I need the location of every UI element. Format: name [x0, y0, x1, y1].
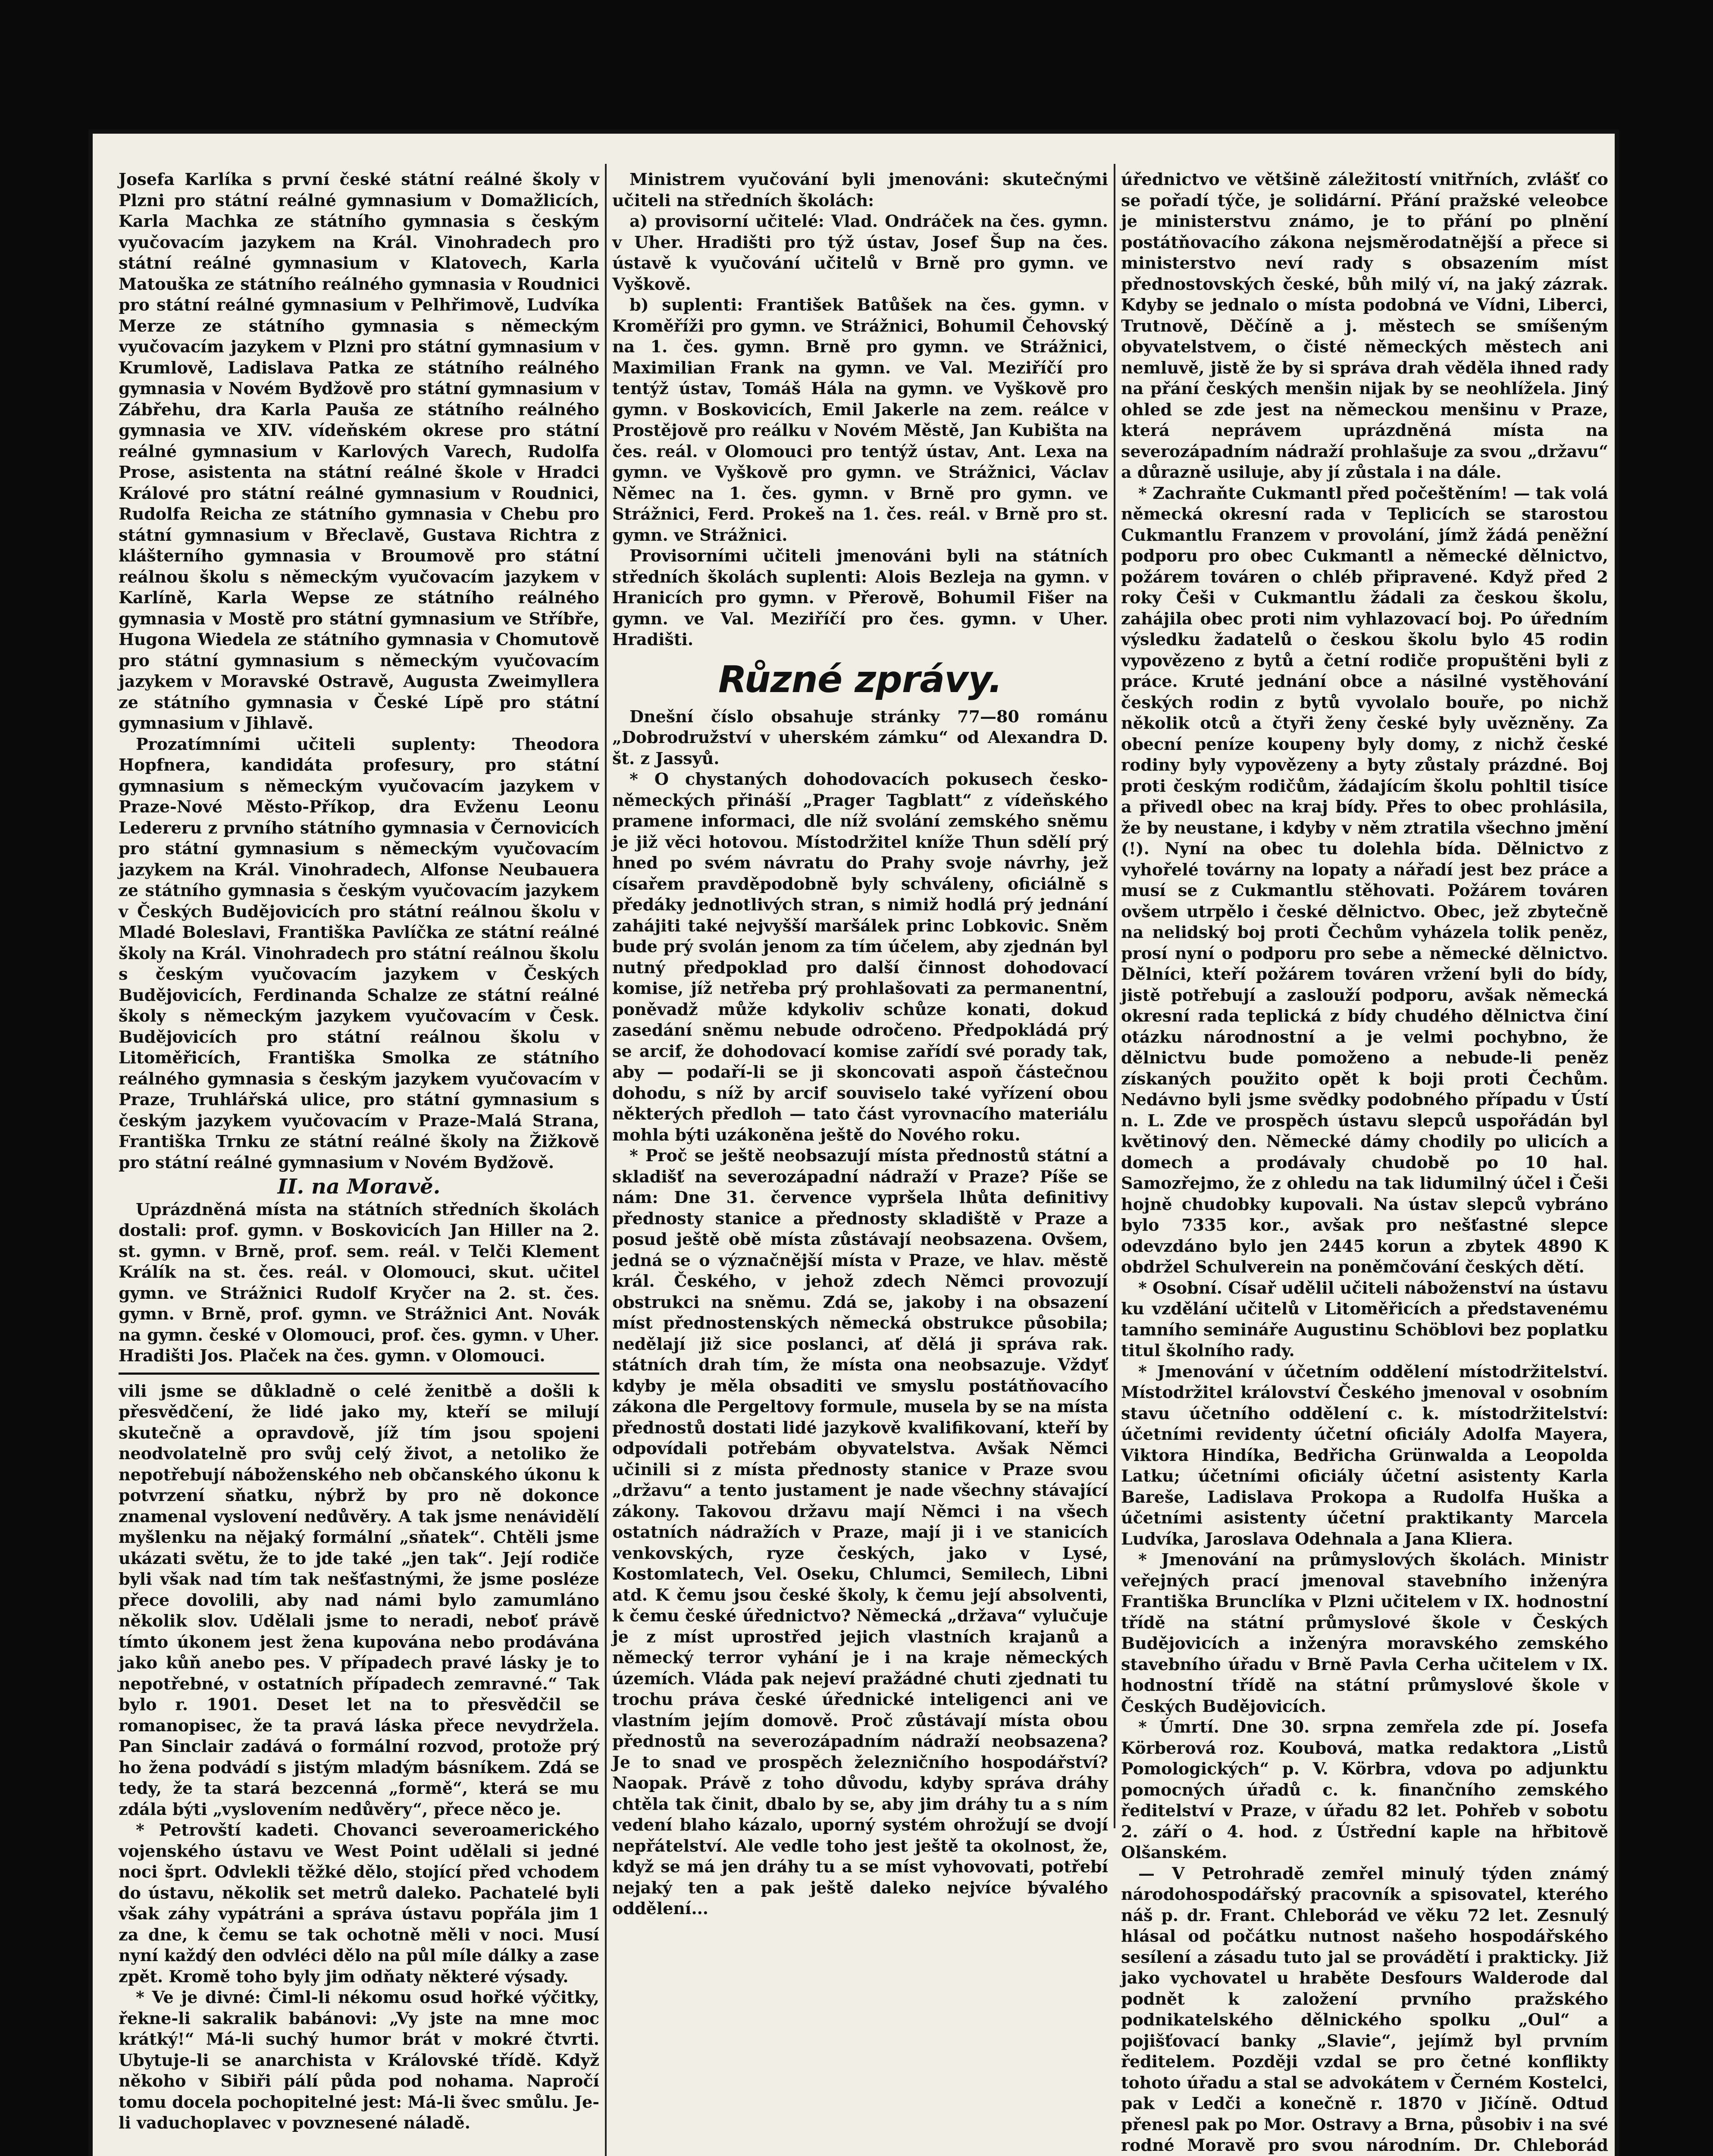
newspaper-page: [88, 129, 1619, 2156]
divider: [119, 1373, 599, 1375]
article-paragraph: * Jmenování na průmyslových školách. Ministr veřejných prací jmenoval stavebního inženýra Františka Brunclíka v Plzni učitelem v IX. hodnostní třídě na státní průmyslové škole v Českých Budějovicích a inženýra moravského zemského stavebního úřadu v Brně Pavla Cerha učitelem v IX. hodnostní třídě na státní průmyslové škole v Českých Budějovicích.: [1121, 1550, 1608, 1716]
section-heading: Různé zprávy.: [718, 658, 1002, 701]
article-paragraph: * Petrovští kadeti. Chovanci severoamerického vojenského ústavu ve West Point udělali si jedné noci šprt. Odvlekli těžké dělo, stojící před vchodem do ústavu, několik set metrů daleko. Pachatelé byli však záhy vypátráni a správa ústavu popřála jim 1 za dne, k čemu se tak ochotně měli v noci. Musí nyní každý den odvléci dělo na půl míle dálky a zase zpět. Kromě toho byly jim odňaty některé výsady.: [119, 1820, 599, 1986]
article-paragraph: vili jsme se důkladně o celé ženitbě a došli k přesvědčení, že lidé jako my, kteří se milují skutečně a opravdově, jíž tím jsou spojeni neodvolatelně pro svůj celý život, a netoliko že nepotřebují náboženského neb občanského úkonu k potvrzení sňatku, nýbrž by pro ně dokonce znamenal vyslovení nedůvěry. A tak jsme nenávidělí myšlenku na nějaký formální „sňatek“. Chtěli jsme ukázati světu, že to jde také „jen tak“. Její rodiče byli však nad tím tak nešťastnými, že jsme posléze přece dovolili, aby nad námi bylo zamumláno několik slov. Udělali jsme to neradi, neboť právě tímto úkonem jest žena kupována nebo prodávána jako kůň anebo pes. V případech pravé lásky je to nepotřebné, v ostatních případech zemravné.“ Tak bylo r. 1901. Deset let na to přesvědčil se romanopisec, že ta pravá láska přece nevydržela. Pan Sinclair zadává o formální rozvod, protože prý ho žena podvádí s jistým mladým básníkem. Zdá se tedy, že ta stará bezcenná „formě“, která se mu zdála býti „vyslovením nedůvěry“, přece něco je.: [119, 1381, 599, 1819]
article-paragraph: * Ve je divné: Čiml-li nékomu osud hořké výčitky, řekne-li sakralik babánovi: „Vy jste na mne moc krátký!“ Má-li suchý humor brát v mokré čtvrti. Ubytuje-li se anarchista v Královské třídě. Když někoho v Sibiři pálí půda pod nohama. Napročí tomu docela pochopitelné jest: Má-li švec smůlu. Je-li vaduchoplavec v povznesené náladě.: [119, 1987, 599, 2132]
column-rule: [605, 164, 607, 2156]
article-paragraph: Uprázdněná místa na státních středních školách dostali: prof. gymn. v Boskovicích Jan Hiller na 2. st. gymn. v Brně, prof. sem. reál. v Telči Klement Králík na st. čes. reál. v Olomouci, skut. učitel gymn. ve Strážnici Rudolf Kryčer na 2. st. čes. gymn. v Brně, prof. gymn. ve Strážnici Ant. Novák na gymn. české v Olomouci, prof. čes. gymn. v Uher. Hradišti Jos. Plaček na čes. gymn. v Olomouci.: [119, 1199, 599, 1365]
article-paragraph: * Osobní. Císař udělil učiteli náboženství na ústavu ku vzdělání učitelů v Litoměřicích a představenému tamního semináře Augustinu Schöblovi bez poplatku titul školního rady.: [1121, 1278, 1608, 1360]
article-paragraph: * Úmrtí. Dne 30. srpna zemřela zde pí. Josefa Körberová roz. Koubová, matka redaktora „Listů Pomologických“ p. V. Körbra, vdova po adjunktu pomocných úřadů c. k. finančního zemského ředitelství v Praze, v úřadu 82 let. Pohřeb v sobotu 2. září o 4. hod. z Ústřední kaple na hřbitově Olšanském.: [1121, 1717, 1608, 1862]
article-paragraph: — V Petrohradě zemřel minulý týden známý národohospodářský pracovník a spisovatel, kterého náš p. dr. Frant. Chleborád ve věku 72 let. Zesnulý hlásal od počátku nutnost našeho hospodářského sesílení a zásadu tuto jal se provádětí i prakticky. Již jako vychovatel u hraběte Desfours Walderode dal podnět k založení prvního pražského podnikatelského dělnického spolku „Oul“ a pojišťovací banky „Slavie“, jejímž byl prvním ředitelem. Později vzdal se pro četné konflikty tohoto úřadu a stal se advokátem v Černém Kostelci, pak v Ledči a konečně r. 1870 v Jičíně. Odtud přenesl pak po Mor. Ostravy a Brna, působiv i na své rodné Moravě pro svou národním. Dr. Chleborád: [1121, 1863, 1608, 2155]
article-paragraph: úřednictvo ve většině záležitostí vnitřních, zvlášť co se pořadí týče, je solidární. Přání pražské veleobce je ministerstvu známo, je to přání po plnění postátňovacího zákona nejsměrodatnější a přece si ministerstvo neví rady s obsazením míst přednostovských české, bůh milý ví, na jaký zázrak. Kdyby se jednalo o místa podobná ve Vídni, Liberci, Trutnově, Děčíně a j. městech se smíšeným obyvatelstvem, o čisté německých městech ani nemluvě, jistě že by si správa drah věděla ihned rady na přání českých menšin nijak by se neohlížela. Jiný ohled se zde jest na německou menšinu v Praze, která neprávem uprázdněná místa na severozápadním nádraží prohlašuje za svou „državu“ a důrazně usiluje, aby jí zůstala i na dále.: [1121, 169, 1608, 482]
section-heading: II. na Moravě.: [277, 1175, 441, 1199]
article-paragraph: Josefa Karlíka s první české státní reálné školy v Plzni pro státní reálné gymnasium v Domažlicích, Karla Machka ze státního gymnasia s českým vyučovacím jazykem na Král. Vinohradech pro státní reálné gymnasium v Klatovech, Karla Matouška ze státního reálného gymnasia v Roudnici pro státní reálné gymnasium v Pelhřimově, Ludvíka Merze ze státního gymnasia s německým vyučovacím jazykem v Plzni pro státní gymnasium v Krumlově, Ladislava Patka ze státního reálného gymnasia v Novém Bydžově pro státní gymnasium v Zábřehu, dra Karla Pauša ze státního reálného gymnasia ve XIV. vídeňském okrese pro státní reálné gymnasium v Karlových Varech, Rudolfa Prose, asistenta na státní reálné škole v Hradci Králové pro státní reálné gymnasium v Roudnici, Rudolfa Reicha ze státního gymnasia v Chebu pro státní gymnasium v Břeclavě, Gustava Richtra z klášterního gymnasia v Broumově pro státní reálnou školu s německým vyučovacím jazykem v Karlíně, Karla Wepse ze státního reálného gymnasia v Mostě pro státní gymnasium ve Stříbře, Hugona Wiedela ze státního gymnasia v Chomutově pro státní gymnasium s německým vyučovacím jazykem v Moravské Ostravě, Augusta Zweimyllera ze státního gymnasia v České Lípě pro státní gymnasium v Jihlavě.: [119, 169, 599, 733]
article-paragraph: * O chystaných dohodovacích pokusech českoněmeckých přináší „Prager Tagblatt“ z vídeňského pramene informaci, dle níž svolání zemského sněmu je již věci hotovou. Místodržitel kníže Thun sdělí prý hned po svém návratu do Prahy svoje návrhy, jež císařem pravděpodobně byly schváleny, oficiálně s předáky jednotlivých stran, s nimiž hodlá prý jednání zahájiti také nejvyšší maršálek princ Lobkovic. Sněm bude prý svolán jenom za tím účelem, aby zjednán byl nutný předpoklad pro další činnost dohodovací komise, jíž netřeba prý prohlašovati za permanentní, poněvadž může kdykoliv schůze konati, dokud zasedání sněmu nebude odročeno. Předpokládá prý se arcif, že dohodovací komise zařídí své porady tak, aby — podaří-li se ji skoncovati aspoň částečnou dohodu, s níž by arcif souviselo také vyřízení obou některých předloh — tato část vyrovnacího materiálu mohla býti uzákoněna ještě do Nového roku.: [612, 769, 1108, 1144]
article-paragraph: Ministrem vyučování byli jmenováni: skutečnými učiteli na středních školách:: [612, 169, 1108, 210]
article-paragraph: Provisorními učiteli jmenováni byli na státních středních školách suplenti: Alois Bezleja na gymn. v Hranicích pro gymn. v Přerově, Bohumil Fišer na gymn. ve Val. Meziříčí pro čes. gymn. v Uher. Hradišti.: [612, 546, 1108, 649]
column-left: [119, 169, 599, 2156]
column-middle: [612, 169, 1108, 1918]
column-right: [1121, 169, 1608, 2155]
article-paragraph: Prozatímními učiteli suplenty: Theodora Hopfnera, kandidáta profesury, pro státní gymnasium s německým vyučovacím jazykem v Praze-Nové Město-Příkop, dra Evženu Leonu Ledereru z prvního státního gymnasia v Černovicích pro státní gymnasium s německým vyučovacím jazykem na Král. Vinohradech, Alfonse Neubauera ze státního gymnasia s českým vyučovacím jazykem v Českých Budějovicích pro státní reálnou školu v Mladé Boleslavi, Františka Pavlíčka ze státní reálné školy na Král. Vinohradech pro státní reálnou školu s českým vyučovacím jazykem v Českých Budějovicích, Ferdinanda Schalze ze státní reálné školy s německým jazykem vyučovacím v Česk. Budějovicích pro státní reálnou školu v Litoměřicích, Františka Smolka ze státního reálného gymnasia s českým jazykem vyučovacím v Praze, Truhlářská ulice, pro státní gymnasium s českým jazykem vyučovacím v Praze-Malá Strana, Františka Trnku ze státní reálné školy na Žižkově pro státní reálné gymnasium v Novém Bydžově.: [119, 734, 599, 1172]
article-paragraph: a) provisorní učitelé: Vlad. Ondráček na čes. gymn. v Uher. Hradišti pro týž ústav, Josef Šup na čes. ústavě k vyučování učitelů v Brně pro gymn. ve Vyškově.: [612, 211, 1108, 294]
article-paragraph: * Proč se ještě neobsazují místa přednostů státní a skladišť na severozápadní nádraží v Praze? Píše se nám: Dne 31. července vypršela lhůta definitivy přednosty stanice a přednosty skladiště v Praze a posud ještě obě místa zůstávají neobsazena. Ovšem, jedná se o význačnější místa v Praze, ve hlav. městě král. Českého, v jehož zdech Němci provozují obstrukci na sněmu. Zdá se, jakoby i na obsazení míst přednostenských německá obstrukce působila; nedělají již sice poslanci, ať dělá ji správa rak. státních drah tím, že místa ona neobsazuje. Vždyť kdyby je měla obsaditi ve smyslu postátňovacího zákona dle Pergeltovy formule, musela by se na místa přednostů dostati lidé jazykově kvalifikovaní, kteří by odpovídali potřebám obyvatelstva. Avšak Němci učinili si z místa přednosty stanice v Praze svou „državu“ a tento justament je nade všechny stávající zákony. Takovou državu mají Němci i na všech ostatních nádražích v Praze, mají ji i ve stanicích venkovských, ryze českých, jako v Lysé, Kostomlatech, Vel. Oseku, Chlumci, Semilech, Libni atd. K čemu jsou české školy, k čemu její absolventi, k čemu české úřednictvo? Německá „država“ vylučuje je z míst uprostřed jejich vlastních krajanů a německý terror vyhání je i na kraje německých územích. Vláda pak nejeví pražádné chuti zjednati tu trochu práva české úřednické inteligenci ani ve vlastním jejím domově. Proč zůstávají místa obou přednostů na severozápadním nádraží neobsazena? Je to snad ve prospěch železničního hospodářství? Naopak. Právě z toho důvodu, kdyby správa dráhy chtěla tak činit, dbalo by se, aby jim dráhy tu a s ním vedení blaho kázalo, uporný systém ohrožují se dvojí nepřátelství. Ale vedle toho jest ještě ta okolnost, že, když se má jen dráhy tu a se míst vyhovovati, potřebí nejaký ten a pak ještě daleko nejvíce bývalého oddělení...: [612, 1146, 1108, 1918]
article-paragraph: * Zachraňte Cukmantl před počeštěním! — tak volá německá okresní rada v Teplicích se starostou Cukmantlu Franzem v provolání, jímž žádá peněžní podporu pro obec Cukmantl a německé dělnictvo, požárem továren o chléb připravené. Když před 2 roky Češi v Cukmantlu žádali za českou školu, zahájila obec proti nim vyhlazovací boj. Po úředním výsledku žadatelů o českou školu bylo 45 rodin vypovězeno z bytů a četní rodiče propuštěni byli z práce. Kruté jednání obce a násilné vystěhování českých rodin z bytů vyvolalo bouře, po nichž několik otců a čtyři ženy české byly uvězněny. Za obecní peníze koupeny byly domy, z nichž české rodiny byly vypovězeny a byty zůstaly prázdné. Boj proti českým rodičům, žádajícím školu pohltil tisíce a přivedl obec na kraj bídy. Přes to obec prohlásila, že by neustane, i kdyby v něm ztratila všechno jmění (!). Nyní na obec tu dolehla bída. Dělnictvo z vyhořelé továrny na lopaty a nářadí jest bez práce a musí se z Cukmantlu stěhovati. Požárem továren ovšem utrpělo i české dělnictvo. Obec, jež zbytečně na nelidský boj proti Čechům vyházela tolik peněz, prosí nyní o podporu pro sebe a německé dělnictvo. Dělníci, kteří požárem továren vržení byli do bídy, jistě potřebují a zaslouží podporu, avšak německá okresní rada teplická z bídy chudého dělnictva činí otázku národnostní a je velmi pochybno, že dělnictvu bude pomoženo a nebude-li peněz získaných použito opět k boji proti Čechům. Nedávno byli jsme svědky podobného případu v Ústí n. L. Zde ve prospěch ústavu slepců uspořádán byl květinový den. Německé dámy chodily po ulicích a domech a prodávaly chudobě po 10 hal. Samozřejmo, že z ohledu na tak lidumilný účel i Češi hojně chudobky kupovali. Na ústav slepců vybráno bylo 7335 kor., avšak pro nešťastné slepce odevzdáno bylo jen 2445 korun a zbytek 4890 K obdržel Schulverein na poněmčování českých dětí.: [1121, 483, 1608, 1276]
article-paragraph: * Jmenování v účetním oddělení místodržitelství. Místodržitel království Českého jmenoval v osobním stavu účetního oddělení c. k. místodržitelství: účetními revidenty účetní oficiály Adolfa Mayera, Viktora Hindíka, Bedřicha Grünwalda a Leopolda Latku; účetními oficiály účetní asistenty Karla Bareše, Ladislava Prokopa a Rudolfa Huška a účetními asistenty účetní praktikanty Marcela Ludvíka, Jaroslava Odehnala a Jana Kliera.: [1121, 1361, 1608, 1548]
column-rule: [1114, 164, 1115, 1828]
article-paragraph: Dnešní číslo obsahuje stránky 77—80 románu „Dobrodružství v uherském zámku“ od Alexandra D. št. z Jassyů.: [612, 706, 1108, 768]
article-paragraph: b) suplenti: František Batůšek na čes. gymn. v Kroměříži pro gymn. ve Strážnici, Bohumil Čehovský na 1. čes. gymn. Brně pro gymn. ve Strážnici, Maximilian Frank na gymn. ve Val. Meziříčí pro tentýž ústav, Tomáš Hála na gymn. ve Vyškově pro gymn. v Boskovicích, Emil Jakerle na zem. reálce v Prostějově pro reálku v Novém Městě, Jan Kubišta na čes. reál. v Olomouci pro tentýž ústav, Ant. Lexa na gymn. ve Vyškově pro gymn. ve Strážnici, Václav Němec na 1. čes. gymn. v Brně pro gymn. ve Strážnici, Ferd. Prokeš na 1. čes. reál. v Brně pro st. gymn. ve Strážnici.: [612, 295, 1108, 545]
